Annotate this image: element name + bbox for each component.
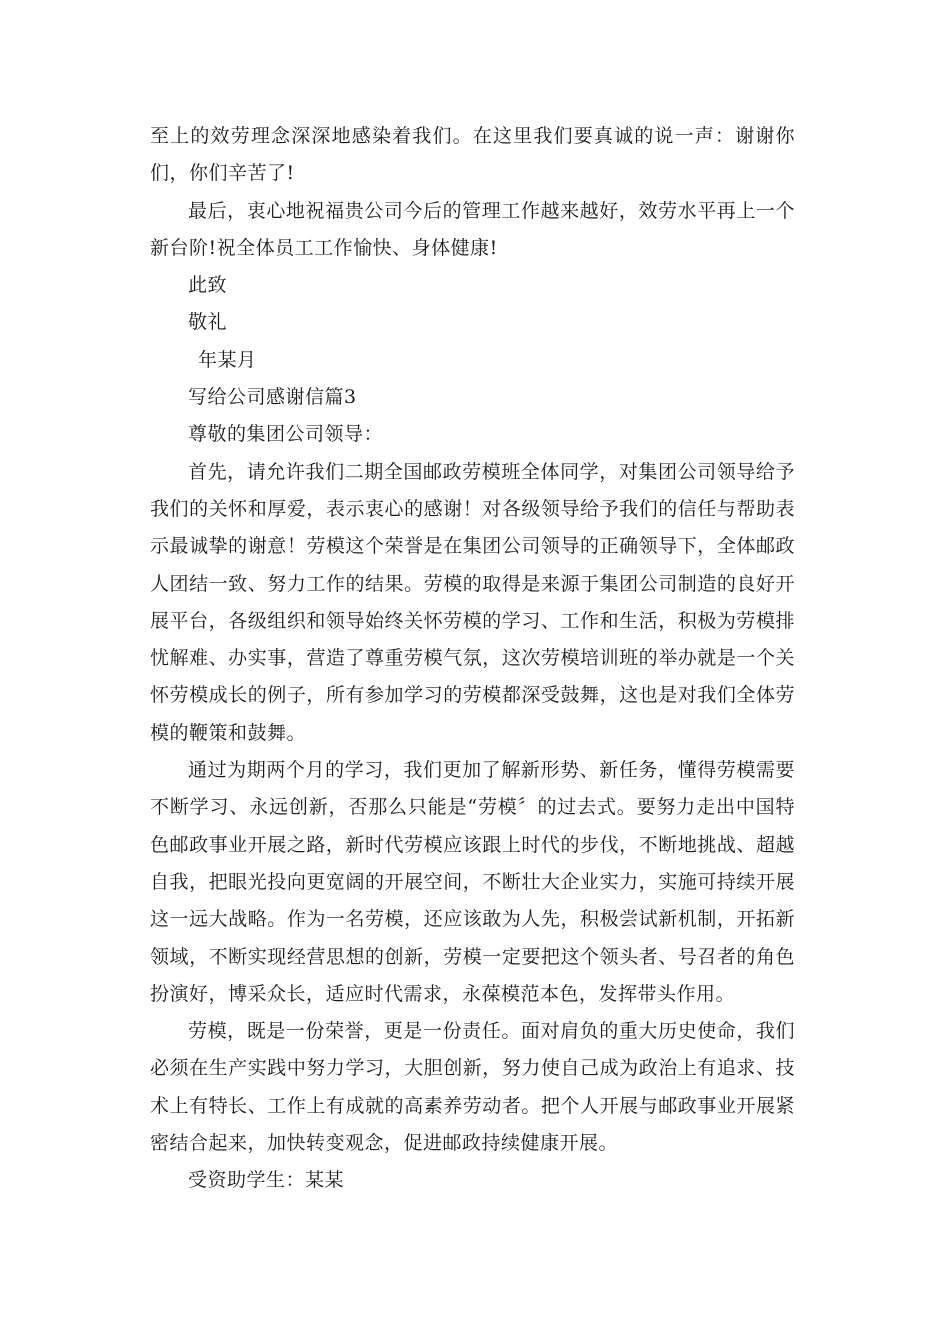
date-line: 年某月 (198, 348, 257, 371)
paragraph-closing-thanks: 至上的效劳理念深深地感染着我们。在这里我们要真诚的说一声：谢谢你们，你们辛苦了! (150, 125, 795, 185)
section-heading: 写给公司感谢信篇3 (188, 386, 357, 409)
salutation-jingli: 敬礼 (188, 311, 228, 334)
signature-line: 受资助学生：某某 (188, 1169, 345, 1192)
paragraph-gratitude: 首先，请允许我们二期全国邮政劳模班全体同学，对集团公司领导给予我们的关怀和厚爱，表示衷心的感谢！对各级领导给予我们的信任与帮助表示最诚挚的谢意！劳模这个荣誉是在集团公司领导的正确领导下，全体邮政人团结一致、努力工作的结果。劳模的取得是来源于集团公司制造的良好开展平台，各级组织和领导始终关怀劳模的学习、工作和生活，积极为劳模排忧解难、办实事，营造了尊重劳模气氛，这次劳模培训班的举办就是一个关怀劳模成长的例子，所有参加学习的劳模都深受鼓舞，这也是对我们全体劳模的鞭策和鼓舞。 (150, 460, 795, 744)
paragraph-responsibility: 劳模，既是一份荣誉，更是一份责任。面对肩负的重大历史使命，我们必须在生产实践中努力学习，大胆创新，努力使自己成为政治上有追求、技术上有特长、工作上有成就的高素养劳动者。把个人开展与邮政事业开展紧密结合起来，加快转变观念，促进邮政持续健康开展。 (150, 1020, 795, 1155)
paragraph-final-wishes: 最后，衷心地祝福贵公司今后的管理工作越来越好，效劳水平再上一个新台阶!祝全体员工工作愉快、身体健康! (150, 199, 795, 259)
paragraph-learning: 通过为期两个月的学习，我们更加了解新形势、新任务，懂得劳模需要不断学习、永远创新，否那么只能是“劳模〞的过去式。要努力走出中国特色邮政事业开展之路，新时代劳模应该跟上时代的步伐，不断地挑战、超越自我，把眼光投向更宽阔的开展空间，不断壮大企业实力，实施可持续开展这一远大战略。作为一名劳模，还应该敢为人先，积极尝试新机制，开拓新领域，不断实现经营思想的创新，劳模一定要把这个领头者、号召者的角色扮演好，博采众长，适应时代需求，永葆模范本色，发挥带头作用。 (150, 759, 795, 1005)
letter-greeting: 尊敬的集团公司领导： (188, 423, 384, 446)
document-body (150, 118, 795, 1200)
salutation-cizhi: 此致 (188, 274, 228, 297)
